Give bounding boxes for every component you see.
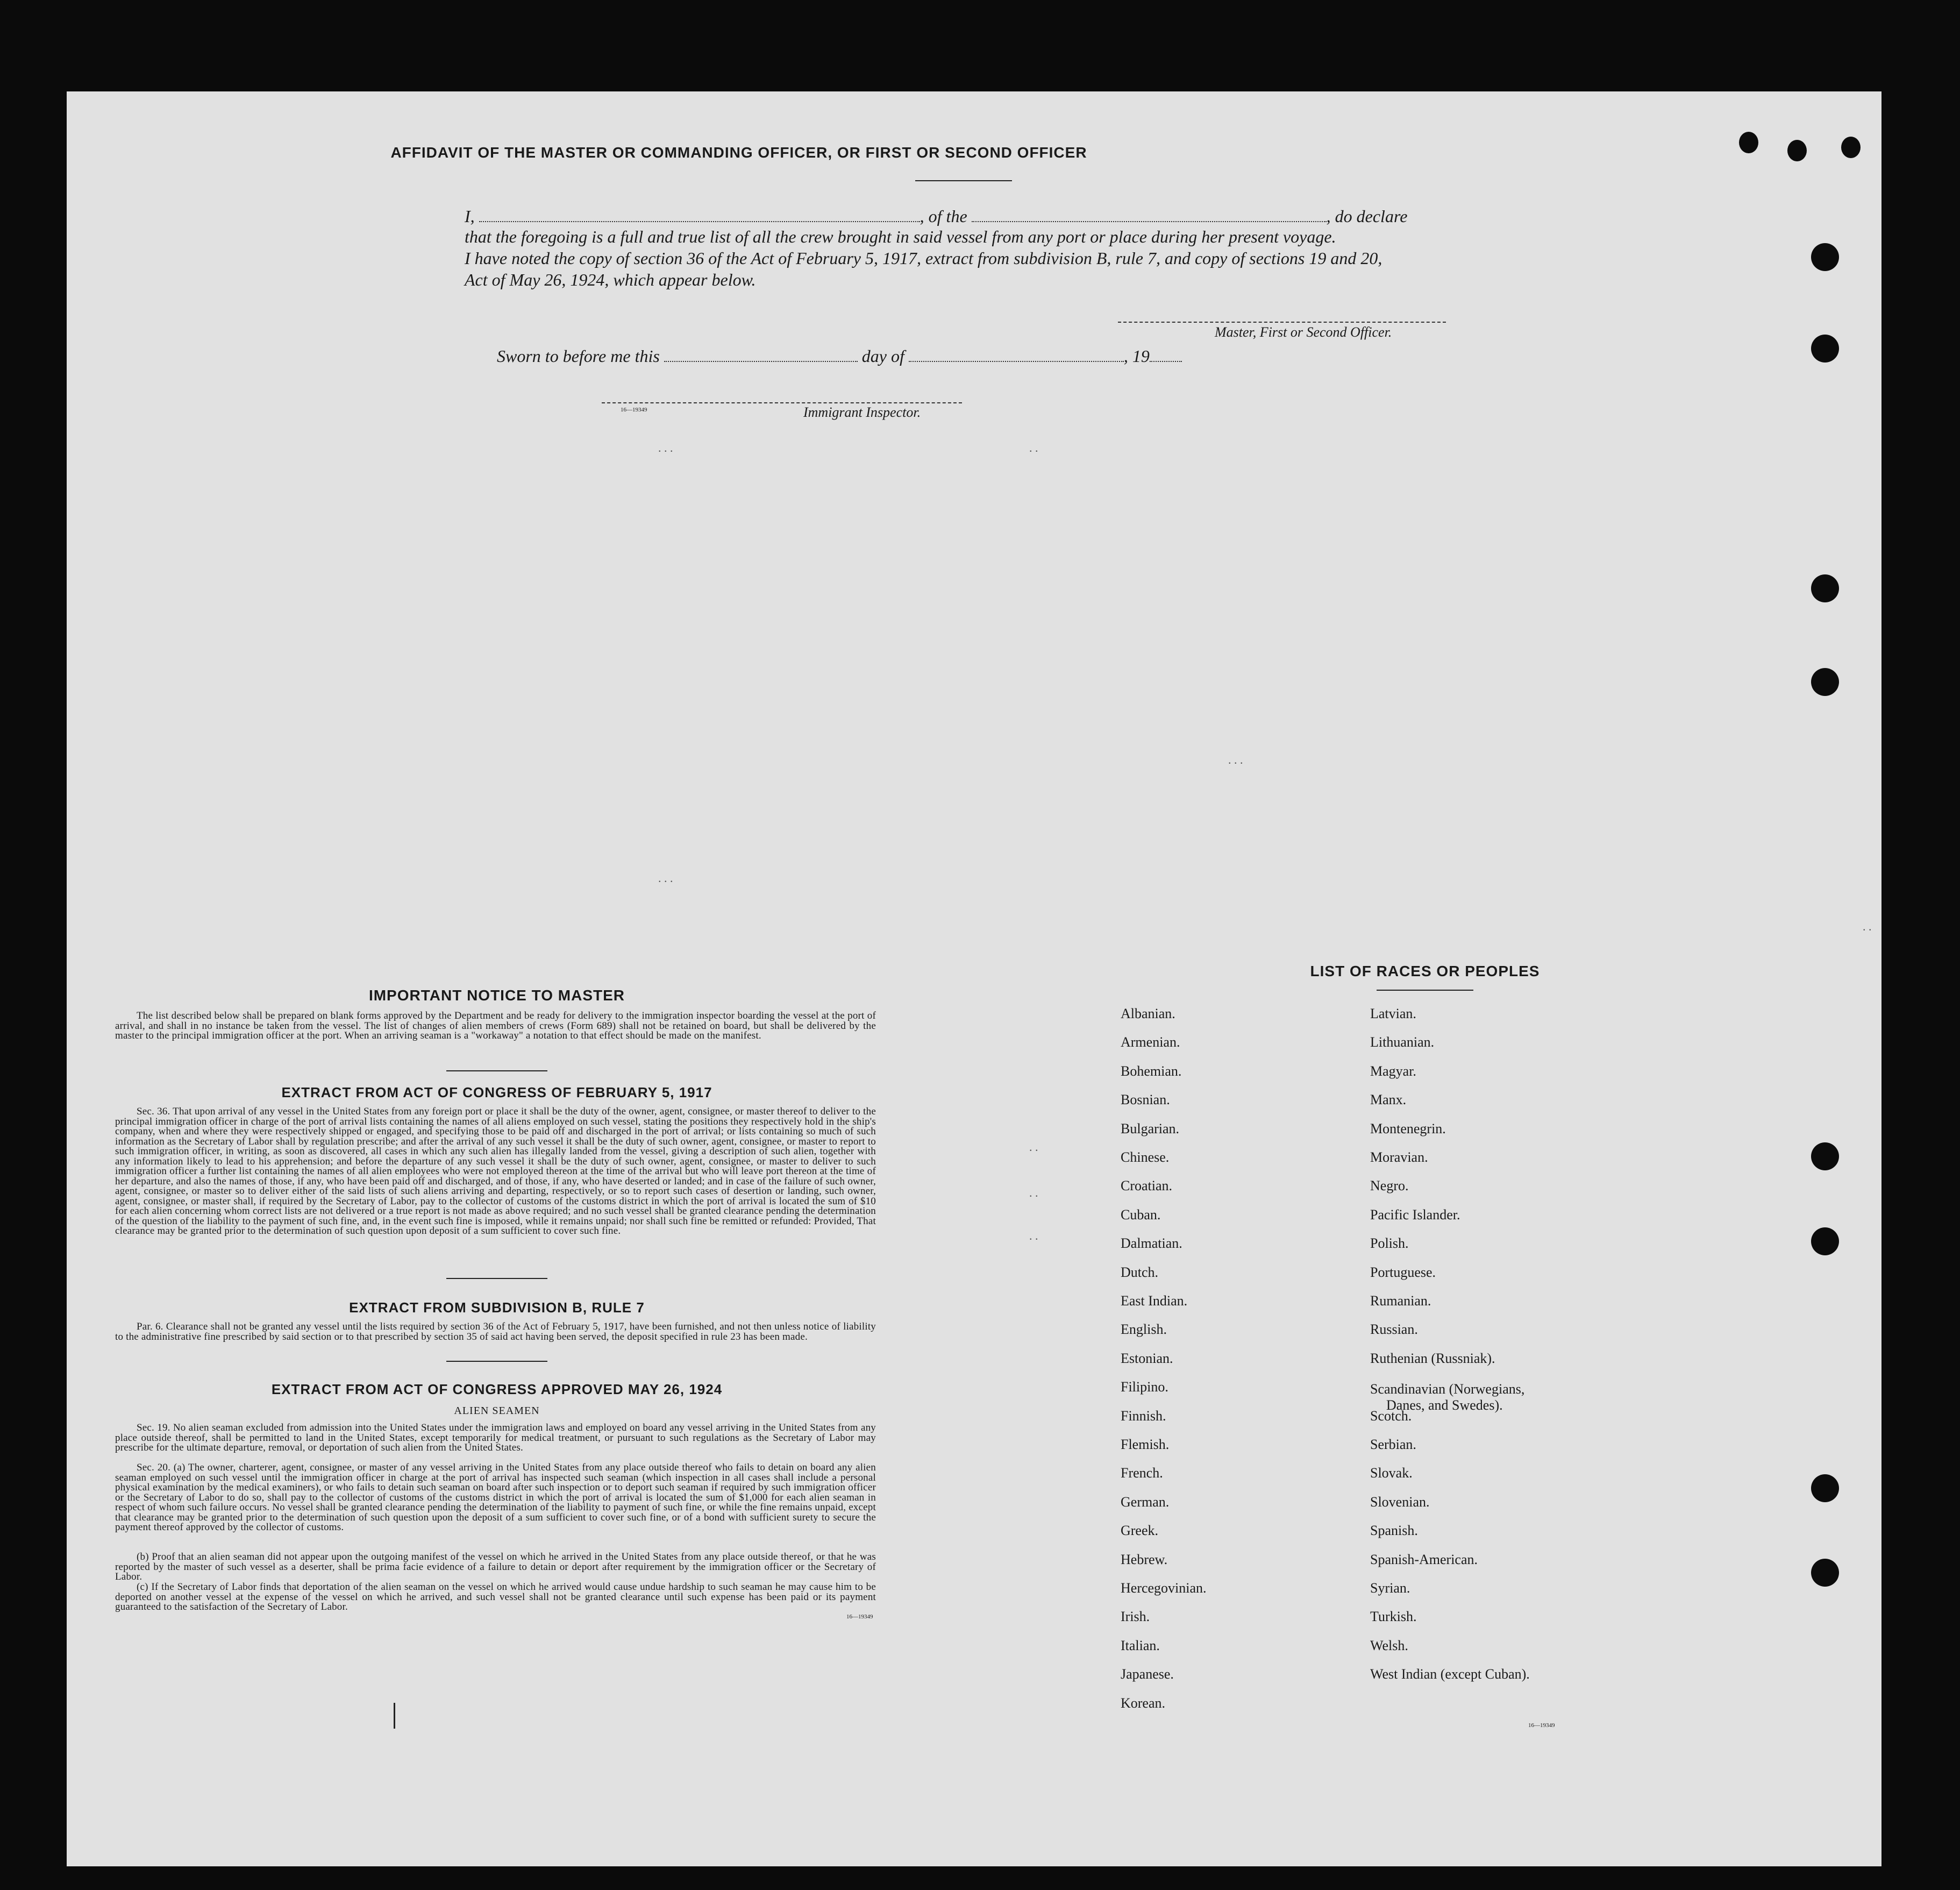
title-underline xyxy=(915,180,1012,181)
race-item: Magyar. xyxy=(1370,1063,1416,1079)
extract-rule7-title: EXTRACT FROM SUBDIVISION B, RULE 7 xyxy=(349,1299,645,1316)
race-item: Russian. xyxy=(1370,1321,1418,1338)
scan-speck: . . xyxy=(1029,441,1038,454)
race-item: Spanish-American. xyxy=(1370,1551,1478,1567)
race-item: Lithuanian. xyxy=(1370,1034,1435,1050)
extract-1917-text: Sec. 36. That upon arrival of any vessel in the United States from any foreign port or place it shall be the duty of the owner, agent, consignee, or master thereof to deliver to the principal immigration officer in charge of the port of arrival lists containing the names of all aliens employed on such vessel, stating the positions they respectively hold in the ship's company, when and where they were respectively shipped or engaged, and specifying those to be paid off and discharged in the port of arrival; or lists containing so much of such information as the Secretary of Labor shall by regulation prescribe; and after the arrival of any such vessel it shall be the duty of such owner, agent, consignee, or master to report to such immigration officer, in writing, as soon as discovered, all cases in which any such alien has illegally landed from the vessel, giving a description of such alien, together with any information likely to lead to his apprehension; and before the departure of any such vessel it shall be the duty of such owner, agent, consignee, or master to deliver to such immigration officer a further list containing the names of all alien employees who were not employed thereon at the time of the arrival but who will leave port thereon at the time of her departure, and also the names of those, if any, who have been paid off and discharged, and of those, if any, who have deserted or landed; and in case of the failure of such owner, agent, consignee, or master so to deliver either of the said lists of such aliens arriving and departing, respectively, or so to report such cases of desertion or landing, such owner, agent, consignee, or master shall, if required by the Secretary of Labor, pay to the collector of customs of the customs district in which the port of arrival is located the sum of $10 for each alien concerning whom correct lists are not delivered or a true report is not made as above required; and no such vessel shall be granted clearance pending the determination of the question of the liability to the payment of such fine, and, in the event such fine is imposed, while it remains unpaid; nor shall such fine be remitted or refunded: Provided, That clearance may be granted prior to the determination of such question upon deposit of a sum sufficient to cover such fine. xyxy=(115,1106,876,1237)
signature-line[interactable] xyxy=(1118,322,1446,323)
race-item: Dalmatian. xyxy=(1121,1235,1182,1252)
form-number: 16—19349 xyxy=(846,1614,873,1620)
race-item: East Indian. xyxy=(1121,1293,1188,1309)
do-declare-label: , do declare xyxy=(1326,207,1408,226)
sec20a-text: Sec. 20. (a) The owner, charterer, agent, consignee, or master of any vessel arriving in the United States from any place outside thereof who fails to detain on board any alien seaman employed on such vessel until the immigration officer in charge at the port of arrival has inspected such seaman (which inspection in all cases shall include a personal physical examination by the medical examiners), or who fails to detain such seaman on board after such inspection or to deport such seaman if required by such immigration officer or the Secretary of Labor to do so, shall pay to the collector of customs of the customs district in which the port of arrival is located the sum of $1,000 for each alien seaman in respect of whom such failure occurs. No vessel shall be granted clearance pending the determination of the liability to payment of such fine, or while the fine remains unpaid, except that clearance may be granted prior to the determination of such question upon the deposit of a sum sufficient to cover such fine, or of a bond with sufficient surety to secure the payment thereof approved by the collector of customs. xyxy=(115,1462,876,1533)
race-item: Japanese. xyxy=(1121,1666,1174,1682)
affidavit-line-4: Act of May 26, 1924, which appear below. xyxy=(465,270,756,289)
race-item: Montenegrin. xyxy=(1370,1120,1446,1136)
race-item: Scandinavian (Norwegians, xyxy=(1370,1381,1525,1397)
form-page xyxy=(67,91,1881,1866)
race-item: Chinese. xyxy=(1121,1149,1170,1165)
race-item: Hercegovinian. xyxy=(1121,1580,1207,1596)
of-the-label: , of the xyxy=(920,207,967,226)
race-item: Slovak. xyxy=(1370,1465,1413,1481)
race-item: Syrian. xyxy=(1370,1580,1410,1596)
notice-text: The list described below shall be prepared on blank forms approved by the Department and be ready for delivery to the immigration inspector boarding the vessel at the port of arrival, and shall in no instance be taken from the vessel. The list of changes of alien members of crews (Form 689) shall not be retained on board, but shall be delivered by the master to the principal immigration officer at the port. When an arriving seaman is a "workaway" a notation to that effect should be made on the manifest. xyxy=(115,1010,876,1041)
race-item: Finnish. xyxy=(1121,1408,1166,1424)
binder-hole xyxy=(1811,574,1839,602)
race-item: Danes, and Swedes). xyxy=(1386,1397,1503,1413)
extract-1917-title: EXTRACT FROM ACT OF CONGRESS OF FEBRUARY 5, 1917 xyxy=(281,1084,712,1100)
race-item: Bosnian. xyxy=(1121,1092,1170,1108)
day-of-label: day of xyxy=(861,346,904,366)
race-item: Rumanian. xyxy=(1370,1293,1431,1309)
binder-hole xyxy=(1787,140,1807,161)
scan-speck: . . xyxy=(1029,1229,1038,1242)
race-item: Cuban. xyxy=(1121,1206,1161,1223)
inspector-line[interactable] xyxy=(602,402,962,403)
scan-mark xyxy=(394,1703,395,1729)
race-item: Moravian. xyxy=(1370,1149,1428,1165)
race-item: Latvian. xyxy=(1370,1006,1416,1021)
sec20b-text: (b) Proof that an alien seaman did not appear upon the outgoing manifest of the vessel on which he arrived in the United States from any place outside thereof, or that he was reported by the master of such vessel as a deserter, shall be prima facie evidence of a failure to detain or deport after requirement by the immigration officer or the Secretary of Labor. xyxy=(115,1551,876,1582)
sec19-text: Sec. 19. No alien seaman excluded from admission into the United States under the immigration laws and employed on board any vessel arriving in the United States from any place outside thereof, shall be permitted to land in the United States, except temporarily for medical treatment, or pursuant to such regulations as the Secretary of Labor may prescribe for the ultimate departure, removal, or deportation of such alien from the United States. xyxy=(115,1422,876,1453)
scan-speck: . . xyxy=(1029,1186,1038,1199)
sworn-label: Sworn to before me this xyxy=(497,346,660,366)
race-item: German. xyxy=(1121,1494,1170,1510)
race-item: Hebrew. xyxy=(1121,1551,1168,1567)
binder-hole xyxy=(1811,335,1839,363)
race-item: West Indian (except Cuban). xyxy=(1370,1666,1530,1682)
race-item: Bulgarian. xyxy=(1121,1120,1180,1136)
race-item: Scotch. xyxy=(1370,1408,1412,1424)
divider xyxy=(446,1070,547,1071)
year-label: , 19 xyxy=(1123,346,1150,366)
race-item: Korean. xyxy=(1121,1695,1166,1711)
race-item: Bohemian. xyxy=(1121,1063,1182,1079)
race-item: Welsh. xyxy=(1370,1637,1408,1653)
race-item: Spanish. xyxy=(1370,1523,1418,1539)
form-number: 16—19349 xyxy=(1528,1722,1555,1729)
race-item: Estonian. xyxy=(1121,1350,1173,1366)
race-item: Turkish. xyxy=(1370,1609,1417,1625)
form-number: 16—19349 xyxy=(621,407,647,413)
race-item: Serbian. xyxy=(1370,1437,1416,1452)
binder-hole xyxy=(1811,1142,1839,1170)
affidavit-title: AFFIDAVIT OF THE MASTER OR COMMANDING OFFICER, OR FIRST OR SECOND OFFICER xyxy=(390,144,1087,161)
extract-1924-title: EXTRACT FROM ACT OF CONGRESS APPROVED MAY 26, 1924 xyxy=(271,1381,723,1397)
scan-speck: . . xyxy=(1863,920,1872,933)
sworn-year-blank[interactable] xyxy=(1150,360,1182,362)
binder-hole xyxy=(1811,1227,1839,1255)
race-item: Armenian. xyxy=(1121,1034,1180,1050)
race-item: Croatian. xyxy=(1121,1178,1173,1194)
race-item: Ruthenian (Russniak). xyxy=(1370,1350,1495,1366)
race-item: Negro. xyxy=(1370,1178,1409,1194)
divider xyxy=(446,1361,547,1362)
binder-hole xyxy=(1811,1474,1839,1502)
divider xyxy=(446,1278,547,1279)
binder-hole xyxy=(1811,1559,1839,1587)
scan-speck: . . . xyxy=(658,871,673,885)
extract-rule7-text: Par. 6. Clearance shall not be granted any vessel until the lists required by section 36 of the Act of February 5, 1917, have been furnished, and not then unless notice of liability to the administrative fine prescribed by said section or to that prescribed by section 35 of said act having been served, the deposit specified in rule 23 has been made. xyxy=(115,1321,876,1342)
alien-seamen-subtitle: ALIEN SEAMEN xyxy=(454,1405,540,1417)
race-item: Albanian. xyxy=(1121,1006,1175,1021)
race-item: Greek. xyxy=(1121,1523,1159,1539)
binder-hole xyxy=(1739,132,1758,153)
binder-hole xyxy=(1811,243,1839,271)
scan-speck: . . . xyxy=(658,441,673,454)
i-label: I, xyxy=(465,207,475,226)
race-item: Italian. xyxy=(1121,1637,1160,1653)
binder-hole xyxy=(1811,668,1839,696)
signature-caption: Master, First or Second Officer. xyxy=(1215,324,1392,340)
race-item: Irish. xyxy=(1121,1609,1150,1625)
races-title: LIST OF RACES OR PEOPLES xyxy=(1310,963,1540,979)
sworn-line xyxy=(497,346,1182,366)
sworn-day-blank[interactable] xyxy=(664,360,858,362)
name-blank[interactable] xyxy=(479,221,920,222)
notice-title: IMPORTANT NOTICE TO MASTER xyxy=(368,987,625,1004)
sworn-month-blank[interactable] xyxy=(909,360,1124,362)
sec20c-text: (c) If the Secretary of Labor finds that deportation of the alien seaman on the vessel on which he arrived would cause undue hardship to such seaman he may cause him to be deported on another vessel at the expense of the vessel on which he arrived, and such vessel shall not be granted clearance until such expense has been paid or its payment guaranteed to the satisfaction of the Secretary of Labor. xyxy=(115,1581,876,1612)
race-item: Pacific Islander. xyxy=(1370,1206,1460,1223)
scan-speck: . . . xyxy=(1228,753,1243,766)
affidavit-line-1 xyxy=(465,207,1407,226)
binder-hole xyxy=(1841,137,1861,158)
race-item: Filipino. xyxy=(1121,1379,1168,1395)
race-item: Polish. xyxy=(1370,1235,1409,1252)
scan-speck: . . xyxy=(1029,1140,1038,1154)
race-item: Flemish. xyxy=(1121,1437,1170,1452)
race-item: Dutch. xyxy=(1121,1264,1159,1280)
vessel-blank[interactable] xyxy=(972,221,1327,222)
title-underline xyxy=(1377,990,1473,991)
race-item: English. xyxy=(1121,1321,1167,1338)
race-item: French. xyxy=(1121,1465,1163,1481)
race-item: Manx. xyxy=(1370,1092,1407,1108)
race-item: Slovenian. xyxy=(1370,1494,1430,1510)
affidavit-line-2: that the foregoing is a full and true list of all the crew brought in said vessel from any port or place during her present voyage. xyxy=(465,227,1336,246)
race-item: Portuguese. xyxy=(1370,1264,1436,1280)
inspector-caption: Immigrant Inspector. xyxy=(803,404,921,420)
affidavit-line-3: I have noted the copy of section 36 of the Act of February 5, 1917, extract from subdivision B, rule 7, and copy of sections 19 and 20, xyxy=(465,248,1382,268)
